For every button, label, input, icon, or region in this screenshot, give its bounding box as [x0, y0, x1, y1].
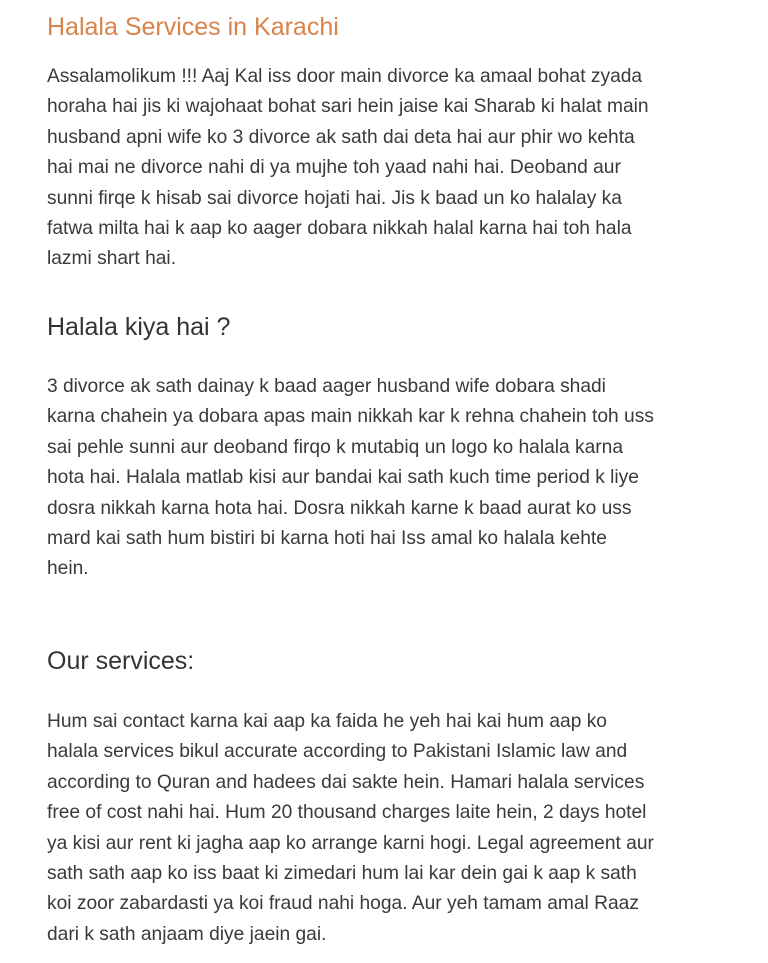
text-line: halala services bikul accurate according to Pakistani Islamic law and: [47, 741, 628, 763]
text-line: mard kai sath hum bistiri bi karna hoti hai Iss amal ko halala kehte: [47, 528, 607, 550]
text-line: karna chahein ya dobara apas main nikkah kar k rehna chahein toh uss: [47, 406, 654, 428]
text-line: dosra nikkah karna hota hai. Dosra nikkah karne k baad aurat ko uss: [47, 497, 632, 519]
section-heading-services: Our services:: [47, 647, 195, 675]
text-line: fatwa milta hai k aap ko aager dobara nikkah halal karna hai toh hala: [47, 218, 632, 240]
text-line: according to Quran and hadees dai sakte hein. Hamari halala services: [47, 771, 645, 793]
text-line: horaha hai jis ki wajohaat bohat sari hein jaise kai Sharab ki halat main: [47, 96, 649, 118]
intro-paragraph: [47, 62, 747, 275]
text-line: Hum sai contact karna kai aap ka faida he yeh hai kai hum aap ko: [47, 711, 607, 732]
section-paragraph-services: [47, 707, 747, 950]
text-line: hota hai. Halala matlab kisi aur bandai kai sath kuch time period k liye: [47, 467, 639, 489]
text-line: Assalamolikum !!! Aaj Kal iss door main divorce ka amaal bohat zyada: [47, 66, 643, 87]
section-heading-halala: Halala kiya hai ?: [47, 313, 231, 341]
text-line: lazmi shart hai.: [47, 248, 177, 270]
text-line: husband apni wife ko 3 divorce ak sath dai deta hai aur phir wo kehta: [47, 126, 635, 148]
text-line: sai pehle sunni aur deoband firqo k mutabiq un logo ko halala karna: [47, 436, 624, 458]
text-line: 3 divorce ak sath dainay k baad aager husband wife dobara shadi: [47, 376, 606, 397]
text-line: sunni firqe k hisab sai divorce hojati hai. Jis k baad un ko halalay ka: [47, 187, 622, 209]
page-title: Halala Services in Karachi: [47, 13, 339, 41]
text-line: koi zoor zabardasti ya koi fraud nahi hoga. Aur yeh tamam amal Raaz: [47, 893, 639, 915]
section-paragraph-halala: [47, 372, 747, 585]
text-line: hai mai ne divorce nahi di ya mujhe toh yaad nahi hai. Deoband aur: [47, 157, 621, 179]
text-line: dari k sath anjaam diye jaein gai.: [47, 923, 327, 945]
text-line: hein.: [47, 558, 89, 580]
text-line: free of cost nahi hai. Hum 20 thousand charges laite hein, 2 days hotel: [47, 802, 647, 824]
text-line: sath sath aap ko iss baat ki zimedari hum lai kar dein gai k aap k sath: [47, 863, 637, 885]
text-line: ya kisi aur rent ki jagha aap ko arrange karni hogi. Legal agreement aur: [47, 832, 654, 854]
